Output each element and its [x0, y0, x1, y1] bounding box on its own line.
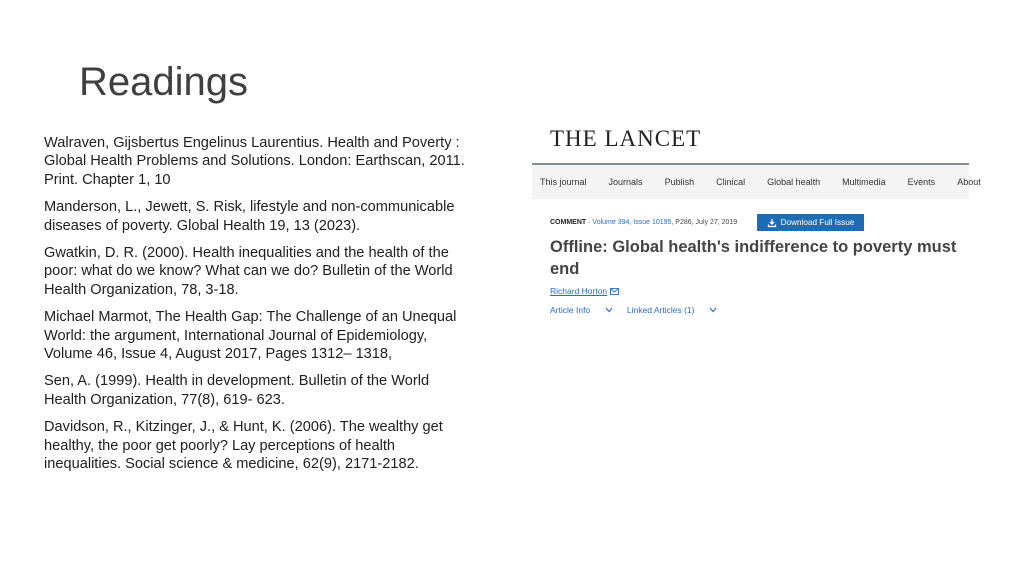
lancet-screenshot	[532, 118, 981, 328]
article-links	[550, 305, 729, 315]
reference-item: Walraven, Gijsbertus Engelinus Laurentius. Health and Poverty : Global Health Problems and Solutions. London: Earthscan, 2011. Print. Chapter 1, 10	[44, 135, 465, 188]
nav-clinical[interactable]: Clinical	[716, 177, 746, 187]
author-name: Richard Horton	[550, 286, 608, 296]
article-meta	[550, 219, 737, 226]
linked-articles-label: Linked Articles (1)	[626, 305, 695, 315]
nav-publish[interactable]: Publish	[664, 177, 695, 187]
linked-articles-toggle[interactable]	[627, 305, 717, 315]
chevron-down-icon	[709, 307, 717, 313]
reference-item: Davidson, R., Kitzinger, J., & Hunt, K. (2006). The wealthy get healthy, the poor get poorly? Lay perceptions of health inequalities. Social science & medicine, 62(9), 2171-2182.	[44, 419, 443, 473]
reference-item: Manderson, L., Jewett, S. Risk, lifestyle and non-communicable diseases of poverty. Global Health 19, 13 (2023).	[44, 199, 455, 234]
meta-details: , P286, July 27, 2019	[671, 219, 738, 226]
reference-item: Michael Marmot, The Health Gap: The Challenge of an Unequal World: the argument, International Journal of Epidemiology, Volume 46, Issue 4, August 2017, Pages 1312– 1318,	[44, 309, 457, 363]
article-type: COMMENT	[550, 219, 587, 226]
download-full-issue-button[interactable]	[757, 214, 864, 231]
nav-multimedia[interactable]: Multimedia	[842, 177, 886, 187]
reference-item: Sen, A. (1999). Health in development. Bulletin of the World Health Organization, 77(8), 619- 623.	[44, 373, 430, 408]
reference-list	[44, 134, 474, 483]
nav-this-journal[interactable]: This journal	[540, 177, 587, 187]
article-title: Offline: Global health's indifference to poverty must end	[550, 238, 957, 278]
download-icon	[767, 218, 777, 228]
mail-icon[interactable]	[610, 288, 619, 295]
nav-about[interactable]: About	[957, 177, 981, 187]
lancet-logo: THE LANCET	[550, 126, 702, 151]
chevron-down-icon	[605, 307, 613, 313]
reference-item: Gwatkin, D. R. (2000). Health inequalities and the health of the poor: what do we know? What can we do? Bulletin of the World Health Organization, 78, 3-18.	[44, 245, 453, 298]
article-info-toggle[interactable]	[550, 305, 613, 315]
author-link[interactable]	[550, 286, 619, 296]
volume-link[interactable]: Volume 394, Issue 10195	[592, 219, 672, 226]
slide-title: Readings	[79, 60, 249, 104]
download-label: Download Full Issue	[780, 218, 855, 227]
nav-journals[interactable]: Journals	[608, 177, 643, 187]
article-info-label: Article Info	[550, 305, 591, 315]
meta-separator: ·	[586, 219, 593, 226]
nav-events[interactable]: Events	[907, 177, 936, 187]
nav-global-health[interactable]: Global health	[767, 177, 821, 187]
journal-nav	[532, 165, 981, 199]
